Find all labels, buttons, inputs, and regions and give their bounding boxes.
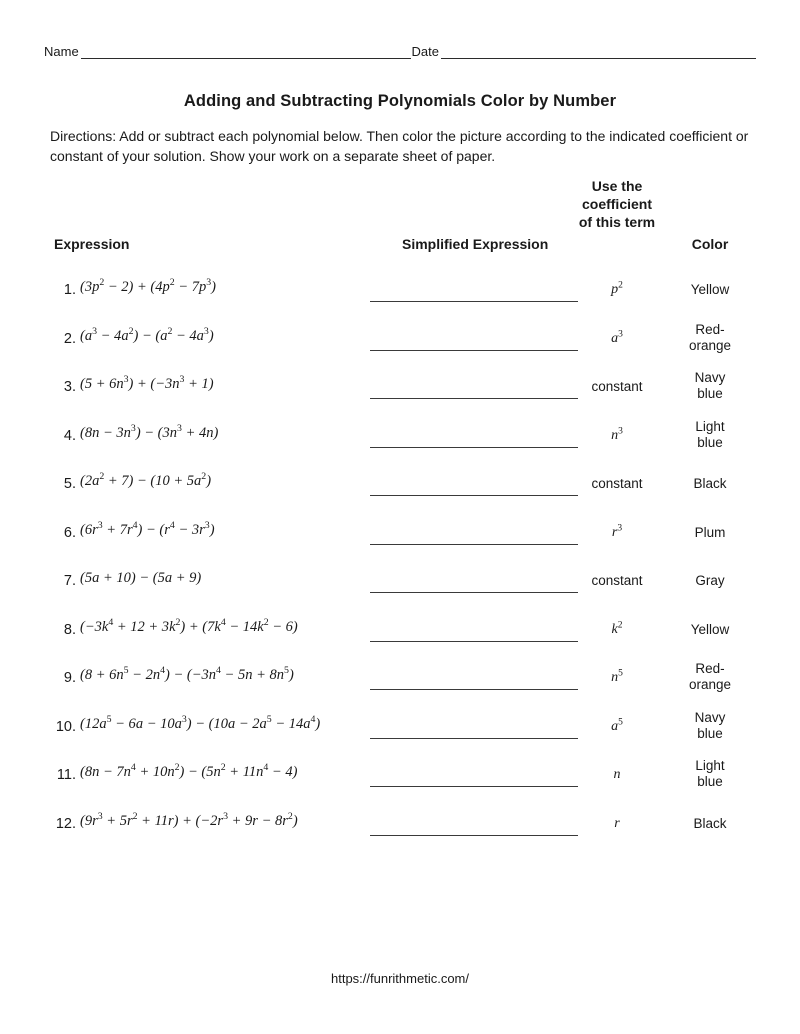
problem-row [50, 802, 750, 851]
footer-url: https://funrithmetic.com/ [331, 971, 469, 986]
date-write-line[interactable] [441, 45, 756, 59]
problem-expression: $(8 + 6n^5 - 2n^4) - (-3n^4 - 5n + 8n^5)$ [80, 665, 294, 683]
problem-expression: (5a + 10) − (5a + 9) [80, 570, 202, 586]
color-label: Gray [695, 573, 725, 588]
color-label: Black [693, 815, 727, 831]
color-label: Red- orange [688, 321, 732, 353]
color-label: Black [693, 476, 727, 491]
problem-expression: $(5 + 6n^3) + (-3n^3 + 1)$ [80, 374, 214, 392]
problem-list [50, 268, 750, 850]
coefficient-term: $k^2$ [611, 619, 623, 637]
problem-number: 7. [63, 573, 76, 589]
problem-expression: $(6r^3 + 7r^4) - (r^4 - 3r^3)$ [80, 519, 215, 538]
date-label: Date [411, 44, 439, 59]
name-label: Name [44, 44, 79, 59]
problem-number: 1. [63, 282, 76, 298]
coefficient-term: $n^3$ [611, 425, 623, 443]
problem-expression: $(9r^3 + 5r^2 + 11r) + (-2r^3 + 9r - 8r^2)$ [80, 810, 298, 829]
coefficient-term: n [613, 767, 621, 782]
problem-number: 3. [63, 379, 76, 395]
problem-row [50, 317, 750, 366]
color-label: Plum [694, 524, 726, 540]
problem-expression: $(3p^2 - 2) + (4p^2 - 7p^3)$ [80, 277, 216, 295]
color-label: Red- orange [688, 661, 732, 693]
problem-row [50, 414, 750, 463]
header-color: Color [691, 236, 729, 252]
problem-expression: $(-3k^4 + 12 + 3k^2) + (7k^4 - 14k^2 - 6)$ [80, 616, 298, 635]
problem-number: 5. [63, 476, 76, 492]
problem-row [50, 559, 750, 608]
problem-expression: $(12a^5 - 6a - 10a^3) - (10a - 2a^5 - 14a^4)$ [80, 713, 321, 732]
problem-expression: $(a^3 - 4a^2) - (a^2 - 4a^3)$ [80, 325, 214, 344]
color-label: Yellow [690, 621, 730, 637]
color-label: Navy blue [694, 370, 726, 402]
color-label: Navy blue [694, 709, 726, 741]
problem-number: 10. [55, 718, 76, 735]
problem-row [50, 511, 750, 560]
problem-number: 12. [55, 815, 76, 832]
coefficient-term: $a^5$ [611, 716, 623, 734]
answer-write-line[interactable] [370, 544, 578, 545]
problem-number: 4. [63, 427, 76, 444]
problem-expression: $(2a^2 + 7) - (10 + 5a^2)$ [80, 471, 212, 489]
color-label: Light blue [695, 758, 725, 790]
name-date-row [44, 44, 756, 59]
answer-write-line[interactable] [370, 301, 578, 302]
problem-expression: $(8n - 3n^3) - (3n^3 + 4n)$ [80, 422, 219, 441]
answer-write-line[interactable] [370, 447, 578, 448]
problem-number: 8. [63, 621, 76, 638]
answer-write-line[interactable] [370, 592, 578, 593]
answer-write-line[interactable] [370, 398, 578, 399]
answer-write-line[interactable] [370, 350, 578, 351]
coefficient-term: constant [591, 573, 643, 588]
coefficient-term: $a^3$ [611, 328, 623, 346]
coefficient-term: $p^2$ [611, 280, 623, 297]
header-simplified-expression: Simplified Expression [402, 236, 549, 252]
problem-expression: $(8n - 7n^4 + 10n^2) - (5n^2 + 11n^4 - 4)$ [80, 762, 298, 780]
problem-number: 6. [63, 524, 76, 541]
answer-write-line[interactable] [370, 641, 578, 642]
color-label: Yellow [690, 282, 730, 297]
problem-row [50, 365, 750, 414]
problem-row [50, 656, 750, 705]
problem-number: 11. [56, 767, 76, 783]
problem-row [50, 753, 750, 802]
color-label: Light blue [695, 418, 725, 450]
name-write-line[interactable] [81, 45, 412, 59]
coefficient-term: constant [591, 476, 643, 491]
answer-write-line[interactable] [370, 786, 578, 787]
header-coefficient-term: Use the coefficient of this term [578, 178, 656, 230]
problem-number: 2. [63, 330, 76, 347]
problem-row [50, 268, 750, 317]
page-title: Adding and Subtracting Polynomials Color by Number [183, 92, 617, 110]
header-expression: Expression [54, 236, 130, 252]
answer-write-line[interactable] [370, 835, 578, 836]
answer-write-line[interactable] [370, 689, 578, 690]
coefficient-term: constant [591, 379, 643, 394]
coefficient-term: r [614, 815, 620, 831]
answer-write-line[interactable] [370, 738, 578, 739]
problem-row [50, 462, 750, 511]
coefficient-term: $r^3$ [611, 522, 623, 540]
answer-write-line[interactable] [370, 495, 578, 496]
coefficient-term: $n^5$ [611, 668, 623, 685]
problem-row [50, 608, 750, 657]
problem-row [50, 705, 750, 754]
directions-text: Directions: Add or subtract each polynomial below. Then color the picture according to the indicated coefficient or constant of your solution. Show your work on a separate sheet of paper. [50, 128, 749, 165]
problem-number: 9. [63, 670, 76, 686]
column-headers [50, 178, 750, 258]
